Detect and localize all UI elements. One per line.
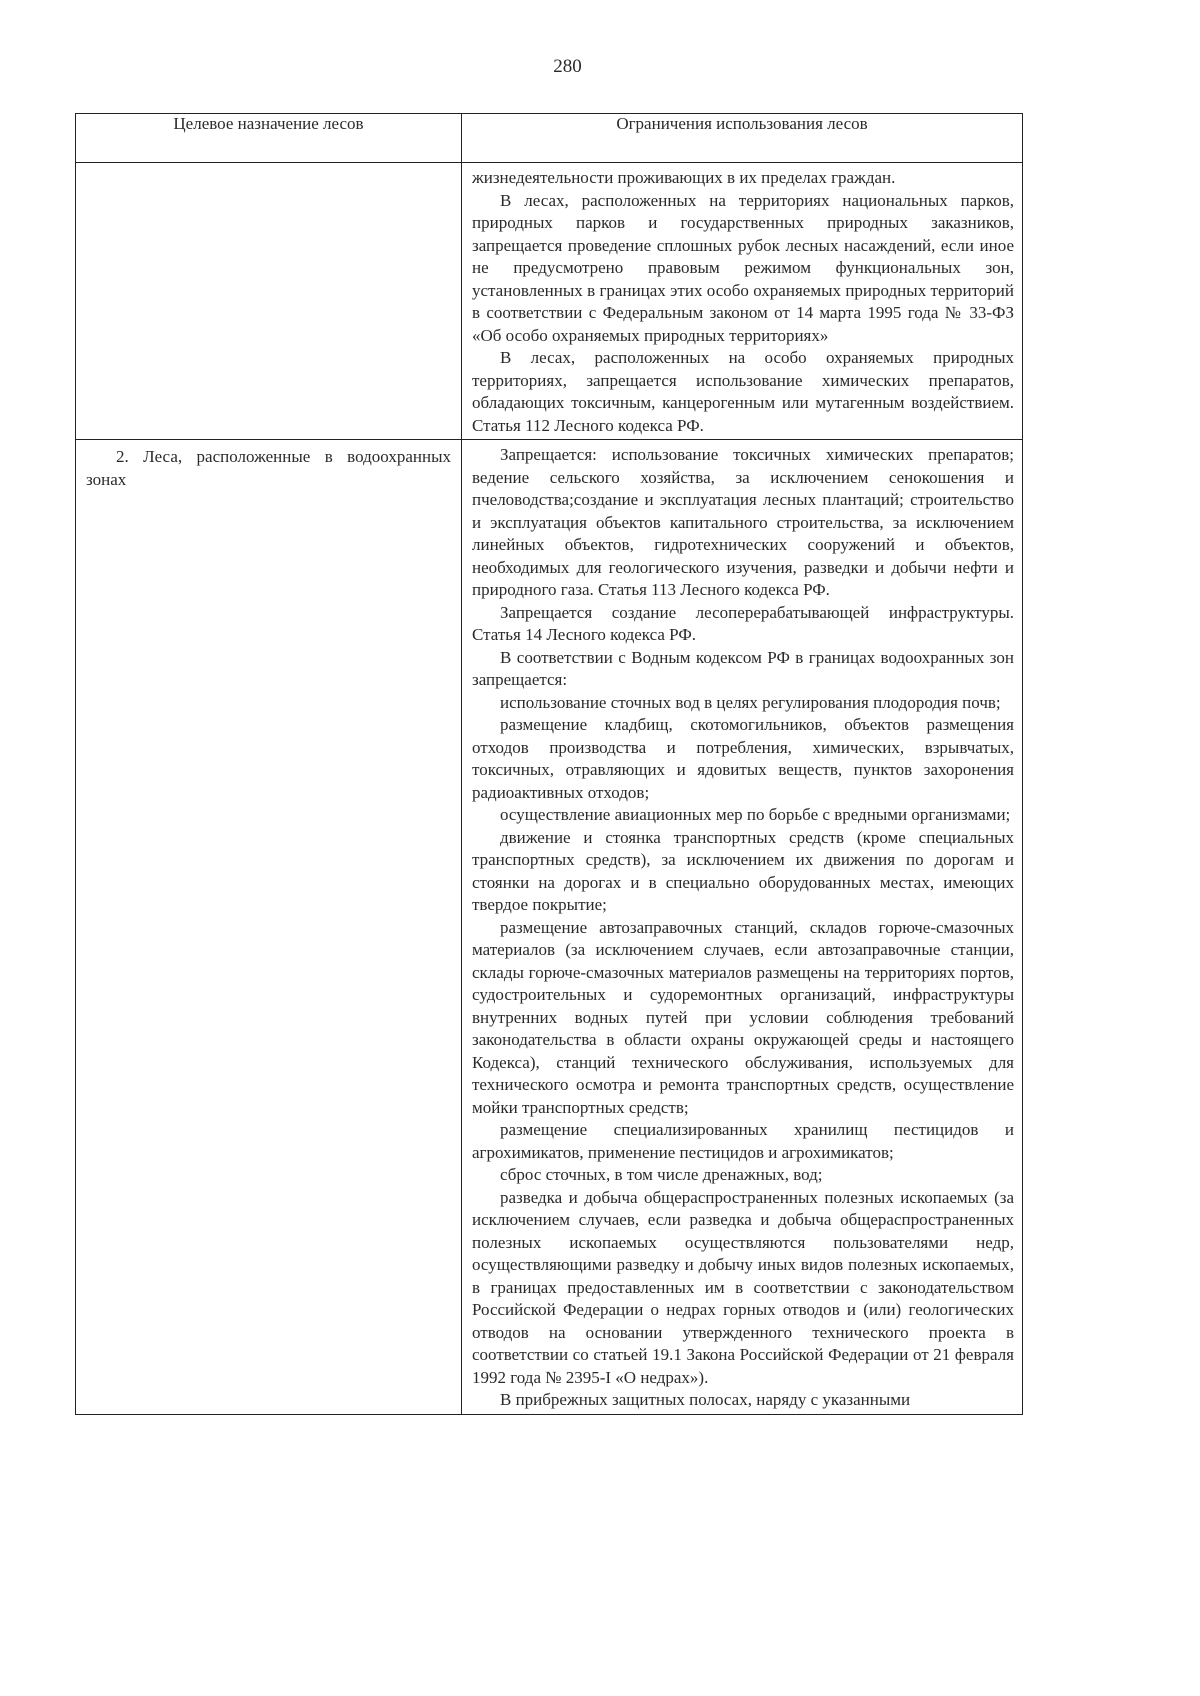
header-usage-restrictions: Ограничения использования лесов [462, 114, 1023, 163]
page-number: 280 [553, 56, 582, 77]
restriction-paragraph: размещение кладбищ, скотомогильников, объектов размещения отходов производства и потребления, химических, взрывчатых, токсичных, отравляющих и ядовитых веществ, пунктов захоронения радиоактивных отходов; [472, 715, 1014, 802]
restriction-paragraph: использование сточных вод в целях регулирования плодородия почв; [500, 692, 1001, 712]
restriction-paragraph: осуществление авиационных мер по борьбе с вредными организмами; [500, 805, 1011, 824]
restriction-paragraph: В прибрежных защитных полосах, наряду с указанными [500, 1390, 911, 1409]
restriction-paragraph: разведка и добыча общераспространенных полезных ископаемых (за исключением случаев, если разведка и добыча общераспространенных полезных ископаемых осуществляются пользователями недр, осуществляющими разведку и добычу иных видов полезных ископаемых, в границах предоставленных им в соответствии с законодательством Российской Федерации о недрах горных отводов и (или) геологических отводов на основании утвержденного технического проекта в соответствии со статьей 19.1 Закона Российской Федерации от 21 февраля 1992 года № 2395-I «О недрах»). [472, 1187, 1014, 1387]
restriction-paragraph: Запрещается: использование токсичных химических препаратов; ведение сельского хозяйства, за исключением сенокошения и пчеловодства;создание и эксплуатация лесных плантаций; строительство и эксплуатация объектов капитального строительства, за исключением линейных объектов, гидротехнических сооружений и объектов, необходимых для геологического изучения, разведки и добычи нефти и природного газа. Статья 113 Лесного кодекса РФ. [472, 445, 1014, 599]
restrictions-cell [462, 163, 1023, 440]
restriction-paragraph: Запрещается создание лесоперерабатывающей инфраструктуры. Статья 14 Лесного кодекса РФ. [472, 602, 1014, 644]
table-header-row [76, 114, 1023, 163]
purpose-cell [76, 440, 462, 1415]
restriction-paragraph: сброс сточных, в том числе дренажных, вод; [500, 1165, 823, 1184]
restriction-paragraph: движение и стоянка транспортных средств (кроме специальных транспортных средств), за исключением их движения по дорогам и стоянки на дорогах и в специально оборудованных местах, имеющих твердое покрытие; [472, 827, 1014, 914]
restriction-paragraph: размещение специализированных хранилищ пестицидов и агрохимикатов, применение пестицидов и агрохимикатов; [472, 1120, 1014, 1162]
table-row [76, 163, 1023, 440]
forest-restrictions-table [75, 113, 1023, 1415]
purpose-cell [76, 163, 462, 440]
restrictions-cell [462, 440, 1023, 1415]
restriction-paragraph: жизнедеятельности проживающих в их пределах граждан. [472, 168, 896, 187]
restriction-paragraph: В лесах, расположенных на территориях национальных парков, природных парков и государственных природных заказников, запрещается проведение сплошных рубок лесных насаждений, если иное не предусмотрено правовым режимом функциональных зон, установленных в границах этих особо охраняемых природных территорий в соответствии с Федеральным законом от 14 марта 1995 года № 33-ФЗ «Об особо охраняемых природных территориях» [472, 190, 1014, 345]
restriction-paragraph: В лесах, расположенных на особо охраняемых природных территориях, запрещается использование химических препаратов, обладающих токсичным, канцерогенным или мутагенным воздействием. Статья 112 Лесного кодекса РФ. [472, 348, 1014, 435]
table-row [76, 440, 1023, 1415]
restriction-paragraph: размещение автозаправочных станций, складов горюче-смазочных материалов (за исключением случаев, если автозаправочные станции, склады горюче-смазочных материалов размещены на территориях портов, судостроительных и судоремонтных организаций, инфраструктуры внутренних водных путей при условии соблюдения требований законодательства в области охраны окружающей среды и настоящего Кодекса), станций технического обслуживания, используемых для технического осмотра и ремонта транспортных средств, осуществление мойки транспортных средств; [472, 917, 1014, 1117]
restriction-paragraph: В соответствии с Водным кодексом РФ в границах водоохранных зон запрещается: [472, 647, 1014, 689]
header-forest-purpose: Целевое назначение лесов [76, 114, 462, 163]
purpose-text: 2. Леса, расположенные в водоохранных зонах [86, 447, 451, 489]
